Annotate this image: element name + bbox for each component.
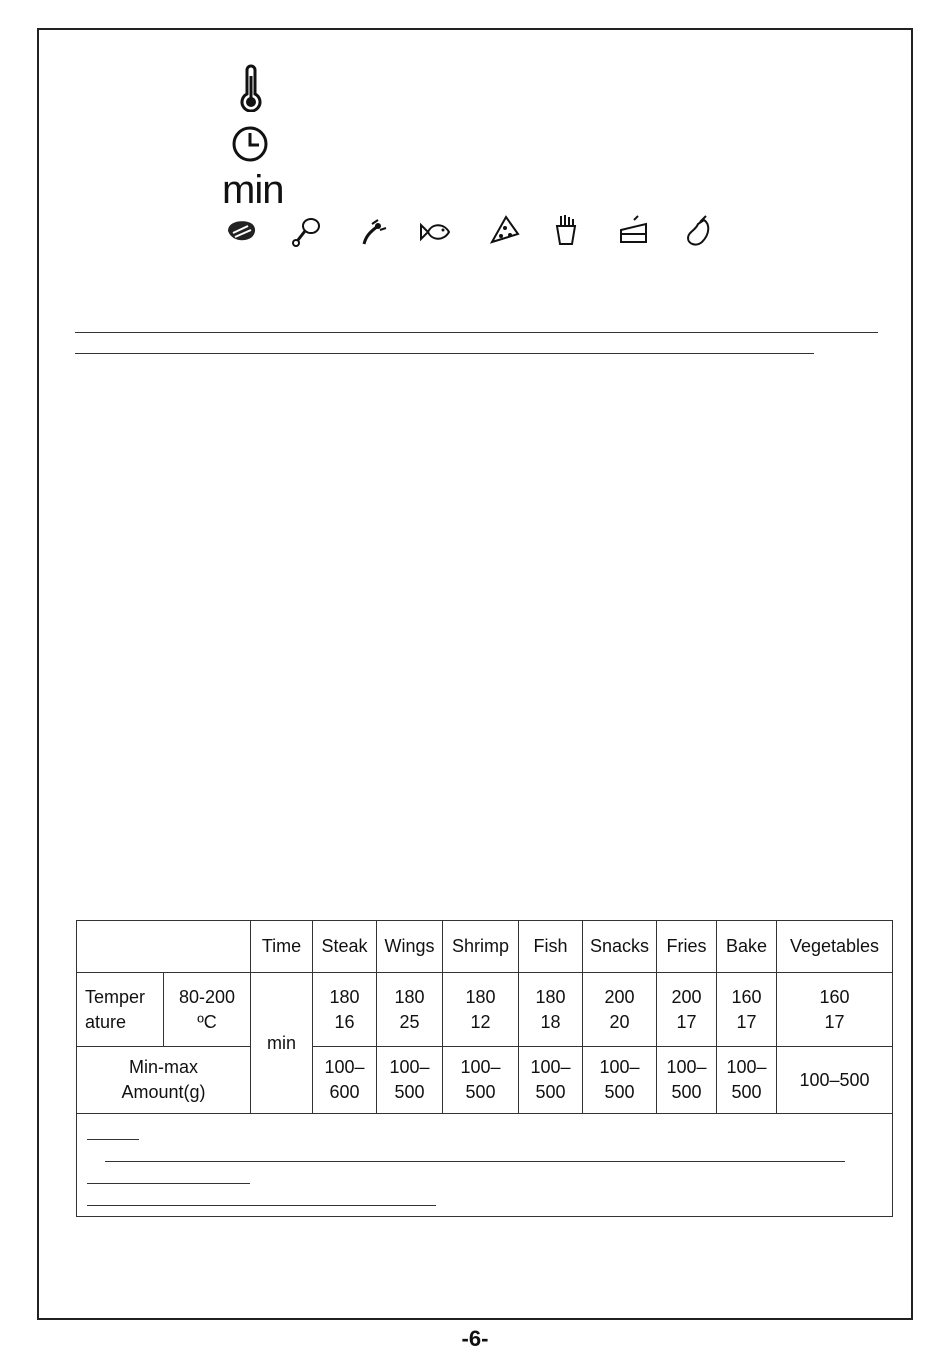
temp-time-cell: 200 20 [583,973,657,1047]
drumstick-icon [290,216,322,248]
notes-row [77,1114,893,1217]
min-label: min [222,168,284,212]
clock-icon [230,124,270,164]
amount-cell: 100– 600 [313,1047,377,1114]
header-time: Time [251,921,313,973]
time-unit-cell: min [251,973,313,1114]
cooking-table [76,920,893,1217]
temperature-range: 80-200 ºC [164,973,251,1047]
steak-icon [224,218,258,244]
amount-cell: 100– 500 [377,1047,443,1114]
header-shrimp: Shrimp [443,921,519,973]
thermometer-icon [238,64,264,112]
eggplant-icon [684,214,714,248]
page-number: -6- [461,1326,489,1351]
divider-line-2 [75,353,814,354]
amount-row [77,1047,893,1114]
fries-icon [553,214,579,246]
temp-time-cell: 180 25 [377,973,443,1047]
amount-cell: 100– 500 [657,1047,717,1114]
table-header-row [77,921,893,973]
header-vegetables: Vegetables [777,921,893,973]
note-line [87,1183,250,1184]
amount-cell: 100– 500 [583,1047,657,1114]
temperature-row [77,973,893,1047]
shrimp-icon [356,216,388,248]
cake-icon [618,214,650,246]
header-fish: Fish [519,921,583,973]
header-fries: Fries [657,921,717,973]
temp-time-cell: 200 17 [657,973,717,1047]
header-snacks: Snacks [583,921,657,973]
amount-label: Min-max Amount(g) [77,1047,251,1114]
amount-cell: 100– 500 [519,1047,583,1114]
temp-time-cell: 180 16 [313,973,377,1047]
note-line [87,1139,139,1140]
pizza-icon [488,214,520,246]
divider-line-1 [75,332,878,333]
header-steak: Steak [313,921,377,973]
header-wings: Wings [377,921,443,973]
header-bake: Bake [717,921,777,973]
temperature-label: Temper ature [77,973,164,1047]
amount-cell: 100– 500 [443,1047,519,1114]
temp-time-cell: 160 17 [717,973,777,1047]
note-line [105,1161,845,1162]
note-line [87,1205,436,1206]
header-blank-cell [77,921,251,973]
notes-cell [77,1114,893,1217]
amount-cell: 100– 500 [717,1047,777,1114]
temp-time-cell: 180 18 [519,973,583,1047]
amount-cell-vegetables: 100–500 [777,1047,893,1114]
fish-icon [418,218,452,246]
temp-time-cell: 180 12 [443,973,519,1047]
temp-time-cell: 160 17 [777,973,893,1047]
